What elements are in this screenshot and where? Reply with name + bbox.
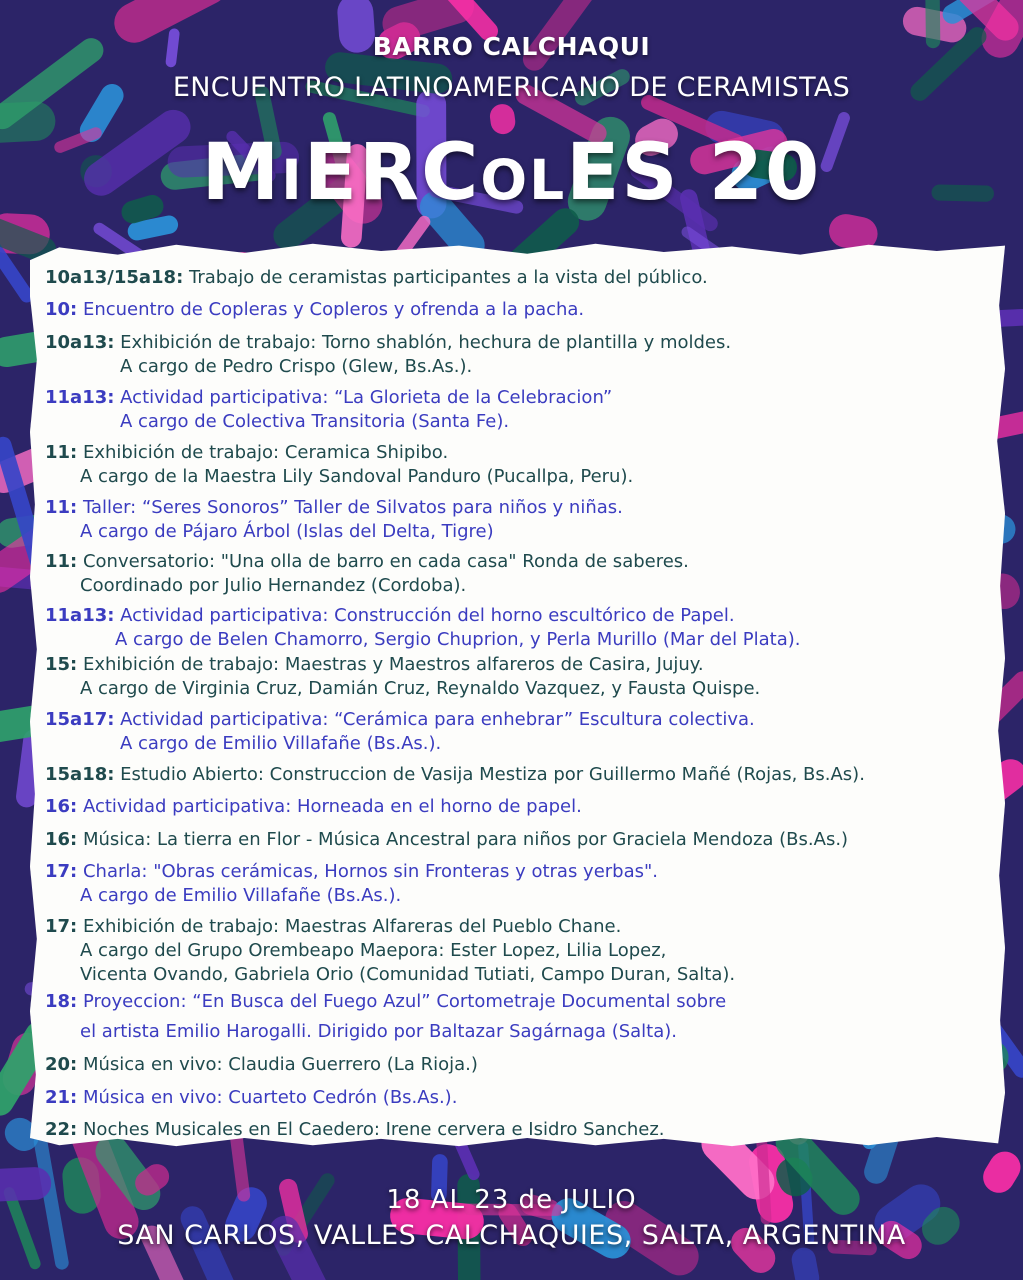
- schedule-item: [45, 763, 865, 787]
- schedule-item: [45, 604, 801, 652]
- event-desc: Noches Musicales en El Caedero: Irene cervera e Isidro Sanchez.: [77, 1119, 665, 1140]
- event-time: 11a13:: [45, 387, 115, 408]
- event-desc: Música en vivo: Claudia Guerrero (La Rioja.): [77, 1054, 478, 1075]
- schedule-item: [45, 1086, 457, 1110]
- event-time: 10a13:: [45, 332, 115, 353]
- schedule-item: [45, 441, 633, 489]
- event-desc: Actividad participativa: Horneada en el horno de papel.: [77, 796, 582, 817]
- event-detail: A cargo de Virginia Cruz, Damián Cruz, Reynaldo Vazquez, y Fausta Quispe.: [80, 678, 761, 699]
- event-dates: 18 AL 23 de JULIO: [386, 1185, 637, 1215]
- event-desc: Exhibición de trabajo: Torno shablón, hechura de plantilla y moldes.: [114, 332, 732, 353]
- event-detail: A cargo de Emilio Villafañe (Bs.As.).: [80, 885, 402, 906]
- event-time: 15:: [45, 654, 78, 675]
- event-time: 11:: [45, 551, 78, 572]
- event-time: 20:: [45, 1054, 78, 1075]
- event-detail: A cargo de Pedro Crispo (Glew, Bs.As.).: [120, 356, 473, 377]
- schedule-item: [45, 331, 731, 379]
- event-detail: A cargo de Colectiva Transitoria (Santa Fe).: [120, 411, 510, 432]
- event-time: 17:: [45, 861, 78, 882]
- event-detail: Coordinado por Julio Hernandez (Cordoba).: [80, 575, 467, 596]
- schedule-item: [45, 860, 658, 908]
- event-desc: Conversatorio: "Una olla de barro en cada casa" Ronda de saberes.: [77, 551, 689, 572]
- event-desc: Música en vivo: Cuarteto Cedrón (Bs.As.).: [77, 1087, 458, 1108]
- brand-title: BARRO CALCHAQUI: [372, 32, 651, 61]
- event-detail: el artista Emilio Harogalli. Dirigido por Baltazar Sagárnaga (Salta).: [80, 1021, 678, 1042]
- event-detail: Vicenta Ovando, Gabriela Orio (Comunidad Tutiati, Campo Duran, Salta).: [80, 964, 736, 985]
- event-detail: A cargo del Grupo Orembeapo Maepora: Ester Lopez, Lilia Lopez,: [80, 940, 667, 961]
- day-title: MiERColES 20: [201, 128, 822, 218]
- schedule-item: [45, 708, 755, 756]
- event-desc: Proyeccion: “En Busca del Fuego Azul” Cortometraje Documental sobre: [77, 991, 727, 1012]
- event-desc: Trabajo de ceramistas participantes a la vista del público.: [183, 267, 708, 288]
- event-desc: Actividad participativa: Construcción del horno escultórico de Papel.: [114, 605, 735, 626]
- event-location: SAN CARLOS, VALLES CALCHAQUIES, SALTA, ARGENTINA: [117, 1220, 906, 1251]
- schedule-item: [45, 915, 735, 987]
- event-time: 10:: [45, 299, 78, 320]
- event-time: 16:: [45, 829, 78, 850]
- schedule-item: [45, 386, 612, 434]
- event-desc: Exhibición de trabajo: Maestras Alfareras del Pueblo Chane.: [77, 916, 622, 937]
- event-desc: Exhibición de trabajo: Ceramica Shipibo.: [77, 442, 449, 463]
- event-time: 15a18:: [45, 764, 115, 785]
- schedule-item: [45, 266, 708, 290]
- event-time: 18:: [45, 991, 78, 1012]
- event-detail: A cargo de Emilio Villafañe (Bs.As.).: [120, 733, 442, 754]
- event-time: 11:: [45, 497, 78, 518]
- schedule-item: [45, 1118, 665, 1142]
- event-desc: Exhibición de trabajo: Maestras y Maestros alfareros de Casira, Jujuy.: [77, 654, 704, 675]
- schedule-item: [45, 653, 760, 701]
- event-subtitle: ENCUENTRO LATINOAMERICANO DE CERAMISTAS: [172, 72, 851, 103]
- event-desc: Encuentro de Copleras y Copleros y ofrenda a la pacha.: [77, 299, 585, 320]
- event-desc: Charla: "Obras cerámicas, Hornos sin Fronteras y otras yerbas".: [77, 861, 659, 882]
- event-desc: Actividad participativa: “La Glorieta de la Celebracion”: [114, 387, 613, 408]
- event-desc: Taller: “Seres Sonoros” Taller de Silvatos para niños y niñas.: [77, 497, 623, 518]
- schedule-item: [45, 990, 726, 1044]
- event-time: 11a13:: [45, 605, 115, 626]
- schedule-item: [45, 550, 689, 598]
- event-detail: A cargo de Belen Chamorro, Sergio Chuprion, y Perla Murillo (Mar del Plata).: [115, 629, 801, 650]
- event-time: 21:: [45, 1087, 78, 1108]
- schedule-item: [45, 795, 582, 819]
- event-detail: A cargo de Pájaro Árbol (Islas del Delta, Tigre): [80, 521, 494, 542]
- schedule-item: [45, 298, 584, 322]
- schedule-item: [45, 828, 848, 852]
- event-time: 10a13/15a18:: [45, 267, 184, 288]
- event-detail: A cargo de la Maestra Lily Sandoval Panduro (Pucallpa, Peru).: [80, 466, 634, 487]
- event-time: 17:: [45, 916, 78, 937]
- event-time: 15a17:: [45, 709, 115, 730]
- header: [0, 0, 1023, 240]
- event-time: 11:: [45, 442, 78, 463]
- event-desc: Música: La tierra en Flor - Música Ancestral para niños por Graciela Mendoza (Bs.As.): [77, 829, 849, 850]
- event-time: 22:: [45, 1119, 78, 1140]
- event-desc: Estudio Abierto: Construccion de Vasija Mestiza por Guillermo Mañé (Rojas, Bs.As).: [114, 764, 865, 785]
- schedule-item: [45, 496, 623, 544]
- event-time: 16:: [45, 796, 78, 817]
- schedule-item: [45, 1053, 478, 1077]
- event-desc: Actividad participativa: “Cerámica para enhebrar” Escultura colectiva.: [114, 709, 755, 730]
